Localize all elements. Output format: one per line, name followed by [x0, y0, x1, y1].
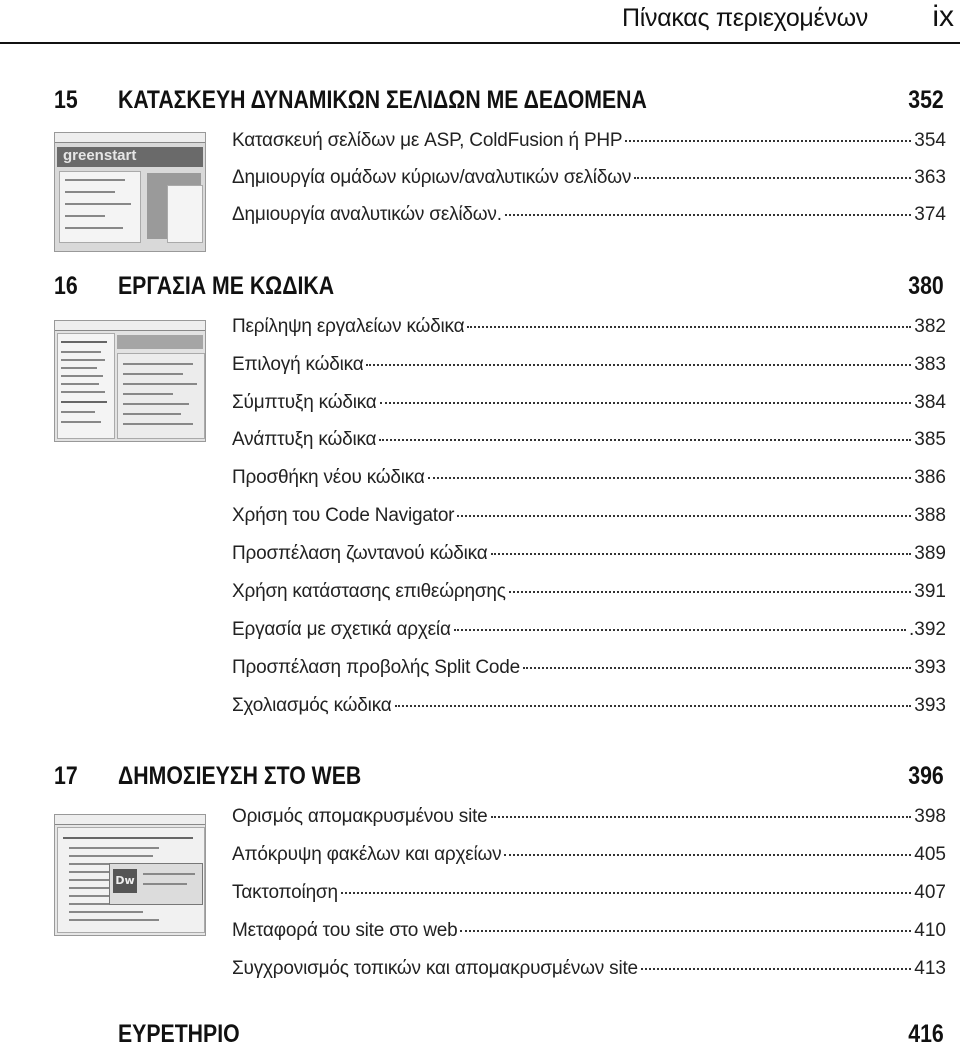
toc-entry[interactable] — [232, 130, 946, 160]
entry-title: Προσθήκη νέου κώδικα — [232, 467, 425, 488]
dot-leader — [341, 892, 911, 894]
index-heading[interactable] — [0, 1020, 960, 1054]
entry-title: Απόκρυψη φακέλων και αρχείων — [232, 844, 502, 865]
entry-title: Ορισμός απομακρυσμένου site — [232, 806, 488, 827]
toc-entry[interactable] — [232, 619, 946, 649]
dot-leader — [380, 402, 912, 404]
chapter-number: 16 — [54, 272, 78, 300]
entry-page: 384 — [914, 392, 946, 413]
toc-entry[interactable] — [232, 958, 946, 988]
chapter-16-heading[interactable] — [0, 272, 960, 306]
toc-entry[interactable] — [232, 806, 946, 836]
entry-title: Χρήση κατάστασης επιθεώρησης — [232, 581, 506, 602]
entry-title: Κατασκευή σελίδων με ASP, ColdFusion ή PHP — [232, 130, 623, 151]
dot-leader — [505, 214, 911, 216]
chapter-number: 15 — [54, 86, 78, 114]
chapter-page: 380 — [908, 272, 944, 300]
dreamweaver-logo-icon: Dw — [113, 869, 137, 893]
dot-leader — [491, 553, 912, 555]
entry-page: 393 — [914, 657, 946, 678]
chapter-title: ΔΗΜΟΣΙΕΥΣΗ ΣΤΟ WEB — [118, 762, 362, 790]
entry-title: Συγχρονισμός τοπικών και απομακρυσμένων site — [232, 958, 638, 979]
chapter-page: 352 — [908, 86, 944, 114]
dot-leader — [454, 629, 906, 631]
chapter-title: ΚΑΤΑΣΚΕΥΗ ΔΥΝΑΜΙΚΩΝ ΣΕΛΙΔΩΝ ΜΕ ΔΕΔΟΜΕΝΑ — [118, 86, 647, 114]
dot-leader — [457, 515, 911, 517]
chapter-title: ΕΡΓΑΣΙΑ ΜΕ ΚΩΔΙΚΑ — [118, 272, 335, 300]
dot-leader — [641, 968, 911, 970]
entry-page: 386 — [914, 467, 946, 488]
entry-page: 388 — [914, 505, 946, 526]
dot-leader — [523, 667, 911, 669]
entry-title: Δημιουργία ομάδων κύριων/αναλυτικών σελίδων — [232, 167, 632, 188]
entry-title: Σύμπτυξη κώδικα — [232, 392, 377, 413]
entry-page: 389 — [914, 543, 946, 564]
entry-page: 383 — [914, 354, 946, 375]
entry-title: Μεταφορά του site στο web — [232, 920, 458, 941]
entry-page: 385 — [914, 429, 946, 450]
toc-entry[interactable] — [232, 204, 946, 234]
toc-entry[interactable] — [232, 920, 946, 950]
page-folio: ix — [932, 0, 954, 33]
entry-page: 407 — [914, 882, 946, 903]
entry-page: 398 — [914, 806, 946, 827]
entry-title: Προσπέλαση ζωντανού κώδικα — [232, 543, 488, 564]
dot-leader — [509, 591, 912, 593]
toc-entry[interactable] — [232, 657, 946, 687]
greenstart-logo-text: greenstart — [63, 147, 137, 164]
entry-page: 393 — [914, 695, 946, 716]
toc-entry[interactable] — [232, 392, 946, 422]
entry-title: Επιλογή κώδικα — [232, 354, 364, 375]
dot-leader — [491, 816, 912, 818]
entry-page: 354 — [914, 130, 946, 151]
running-head — [0, 0, 960, 44]
dot-leader — [395, 705, 912, 707]
toc-entry[interactable] — [232, 543, 946, 573]
toc-entry[interactable] — [232, 844, 946, 874]
entry-page: .392 — [909, 619, 946, 640]
entry-title: Περίληψη εργαλείων κώδικα — [232, 316, 465, 337]
chapter-page: 396 — [908, 762, 944, 790]
index-page: 416 — [908, 1020, 944, 1048]
entry-page: 363 — [914, 167, 946, 188]
index-title: ΕΥΡΕΤΗΡΙΟ — [118, 1020, 240, 1048]
running-title: Πίνακας περιεχομένων — [622, 4, 868, 32]
dot-leader — [379, 439, 911, 441]
chapter-17-heading[interactable] — [0, 762, 960, 796]
entry-title: Σχολιασμός κώδικα — [232, 695, 392, 716]
toc-entry[interactable] — [232, 505, 946, 535]
chapter-15-screenshot-thumbnail — [54, 132, 206, 252]
chapter-17-screenshot-thumbnail — [54, 814, 206, 936]
entry-page: 382 — [914, 316, 946, 337]
entry-page: 374 — [914, 204, 946, 225]
dot-leader — [634, 177, 911, 179]
entry-page: 391 — [914, 581, 946, 602]
dot-leader — [467, 326, 911, 328]
toc-entry[interactable] — [232, 354, 946, 384]
toc-entry[interactable] — [232, 882, 946, 912]
dot-leader — [366, 364, 911, 366]
dot-leader — [428, 477, 912, 479]
entry-page: 410 — [914, 920, 946, 941]
toc-entry[interactable] — [232, 695, 946, 725]
toc-entry[interactable] — [232, 581, 946, 611]
toc-entry[interactable] — [232, 429, 946, 459]
entry-title: Δημιουργία αναλυτικών σελίδων. — [232, 204, 502, 225]
toc-entry[interactable] — [232, 467, 946, 497]
dot-leader — [460, 930, 911, 932]
chapter-15-heading[interactable] — [0, 86, 960, 120]
entry-title: Εργασία με σχετικά αρχεία — [232, 619, 451, 640]
chapter-16-screenshot-thumbnail — [54, 320, 206, 442]
entry-title: Προσπέλαση προβολής Split Code — [232, 657, 520, 678]
dot-leader — [504, 854, 911, 856]
toc-entry[interactable] — [232, 316, 946, 346]
chapter-number: 17 — [54, 762, 78, 790]
entry-title: Χρήση του Code Navigator — [232, 505, 455, 526]
entry-page: 413 — [914, 958, 946, 979]
entry-title: Ανάπτυξη κώδικα — [232, 429, 377, 450]
entry-page: 405 — [914, 844, 946, 865]
dot-leader — [625, 140, 911, 142]
toc-entry[interactable] — [232, 167, 946, 197]
entry-title: Τακτοποίηση — [232, 882, 338, 903]
